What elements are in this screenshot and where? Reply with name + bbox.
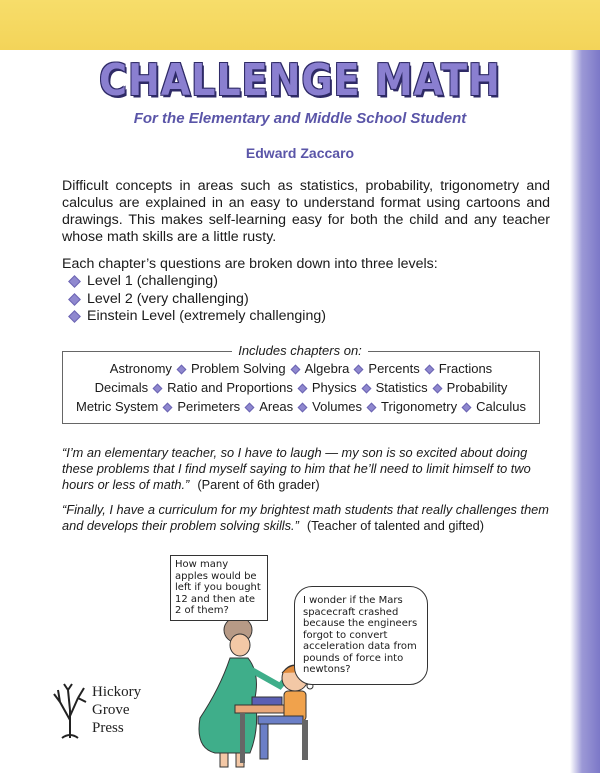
level-item: Level 2 (very challenging) xyxy=(68,291,326,309)
book-subtitle: For the Elementary and Middle School Student xyxy=(133,110,467,127)
chapter-item: Volumes xyxy=(312,399,363,414)
levels-list xyxy=(68,273,326,326)
level-item: Einstein Level (extremely challenging) xyxy=(68,308,326,326)
diamond-separator-icon xyxy=(462,403,472,413)
chapter-item: Metric System xyxy=(75,399,159,414)
diamond-separator-icon xyxy=(367,403,377,413)
chapter-item: Trigonometry xyxy=(381,399,458,414)
student-thought-bubble: I wonder if the Mars spacecraft crashed because the engineers forgot to convert acceleration data from pounds of force into newtons? xyxy=(294,586,428,685)
teacher-speech-bubble: How many apples would be left if you bought 12 and then ate 2 of them? xyxy=(170,555,268,621)
diamond-bullet-icon xyxy=(68,310,81,323)
chapter-item: Ratio and Proportions xyxy=(167,380,293,395)
diamond-separator-icon xyxy=(163,403,173,413)
chapter-item: Probability xyxy=(446,380,508,395)
intro-paragraph: Difficult concepts in areas such as statistics, probability, trigonometry and calculus are explained in an easy to understand format using cartoons and drawings. This makes self-learning easy for both the child and any teacher whose math skills are a little rusty. xyxy=(62,178,550,245)
chapter-item: Fractions xyxy=(438,361,493,376)
testimonial-quote: “Finally, I have a curriculum for my brightest math students that really challenges them and develops their problem solving skills.” (Teacher of talented and gifted) xyxy=(62,502,549,533)
book-title: CHALLENGE MATH xyxy=(99,54,501,106)
chapters-row xyxy=(62,399,540,414)
chapters-label: Includes chapters on: xyxy=(0,343,600,358)
chapter-item: Percents xyxy=(368,361,420,376)
chapter-item: Perimeters xyxy=(177,399,241,414)
diamond-separator-icon xyxy=(153,384,163,394)
quote-attribution: (Teacher of talented and gifted) xyxy=(306,518,484,533)
diamond-separator-icon xyxy=(298,403,308,413)
chapter-item: Statistics xyxy=(375,380,428,395)
chapter-item: Astronomy xyxy=(109,361,172,376)
author-name: Edward Zaccaro xyxy=(245,145,355,161)
diamond-separator-icon xyxy=(245,403,255,413)
chapter-item: Decimals xyxy=(94,380,149,395)
top-yellow-band xyxy=(0,0,600,50)
diamond-separator-icon xyxy=(297,384,307,394)
diamond-separator-icon xyxy=(290,365,300,375)
chapter-item: Calculus xyxy=(476,399,526,414)
diamond-bullet-icon xyxy=(68,275,81,288)
chapter-item: Areas xyxy=(259,399,294,414)
testimonial-quote: “I’m an elementary teacher, so I have to laugh — my son is so excited about doing these problems that I find myself saying to him that he’ll need to limit himself to two hours or less of math.” (Parent of 6th grader) xyxy=(62,445,531,492)
publisher-name: Hickory Grove Press xyxy=(92,684,142,736)
diamond-separator-icon xyxy=(361,384,371,394)
level-item: Level 1 (challenging) xyxy=(68,273,326,291)
chapter-item: Problem Solving xyxy=(190,361,286,376)
diamond-bullet-icon xyxy=(68,293,81,306)
diamond-separator-icon xyxy=(176,365,186,375)
diamond-separator-icon xyxy=(424,365,434,375)
chapters-row xyxy=(62,380,540,395)
quote-attribution: (Parent of 6th grader) xyxy=(197,477,320,492)
levels-intro: Each chapter’s questions are broken down into three levels: xyxy=(62,256,438,272)
diamond-separator-icon xyxy=(354,365,364,375)
chapter-item: Algebra xyxy=(304,361,350,376)
diamond-separator-icon xyxy=(432,384,442,394)
chapters-row xyxy=(62,361,540,376)
chapter-item: Physics xyxy=(311,380,357,395)
